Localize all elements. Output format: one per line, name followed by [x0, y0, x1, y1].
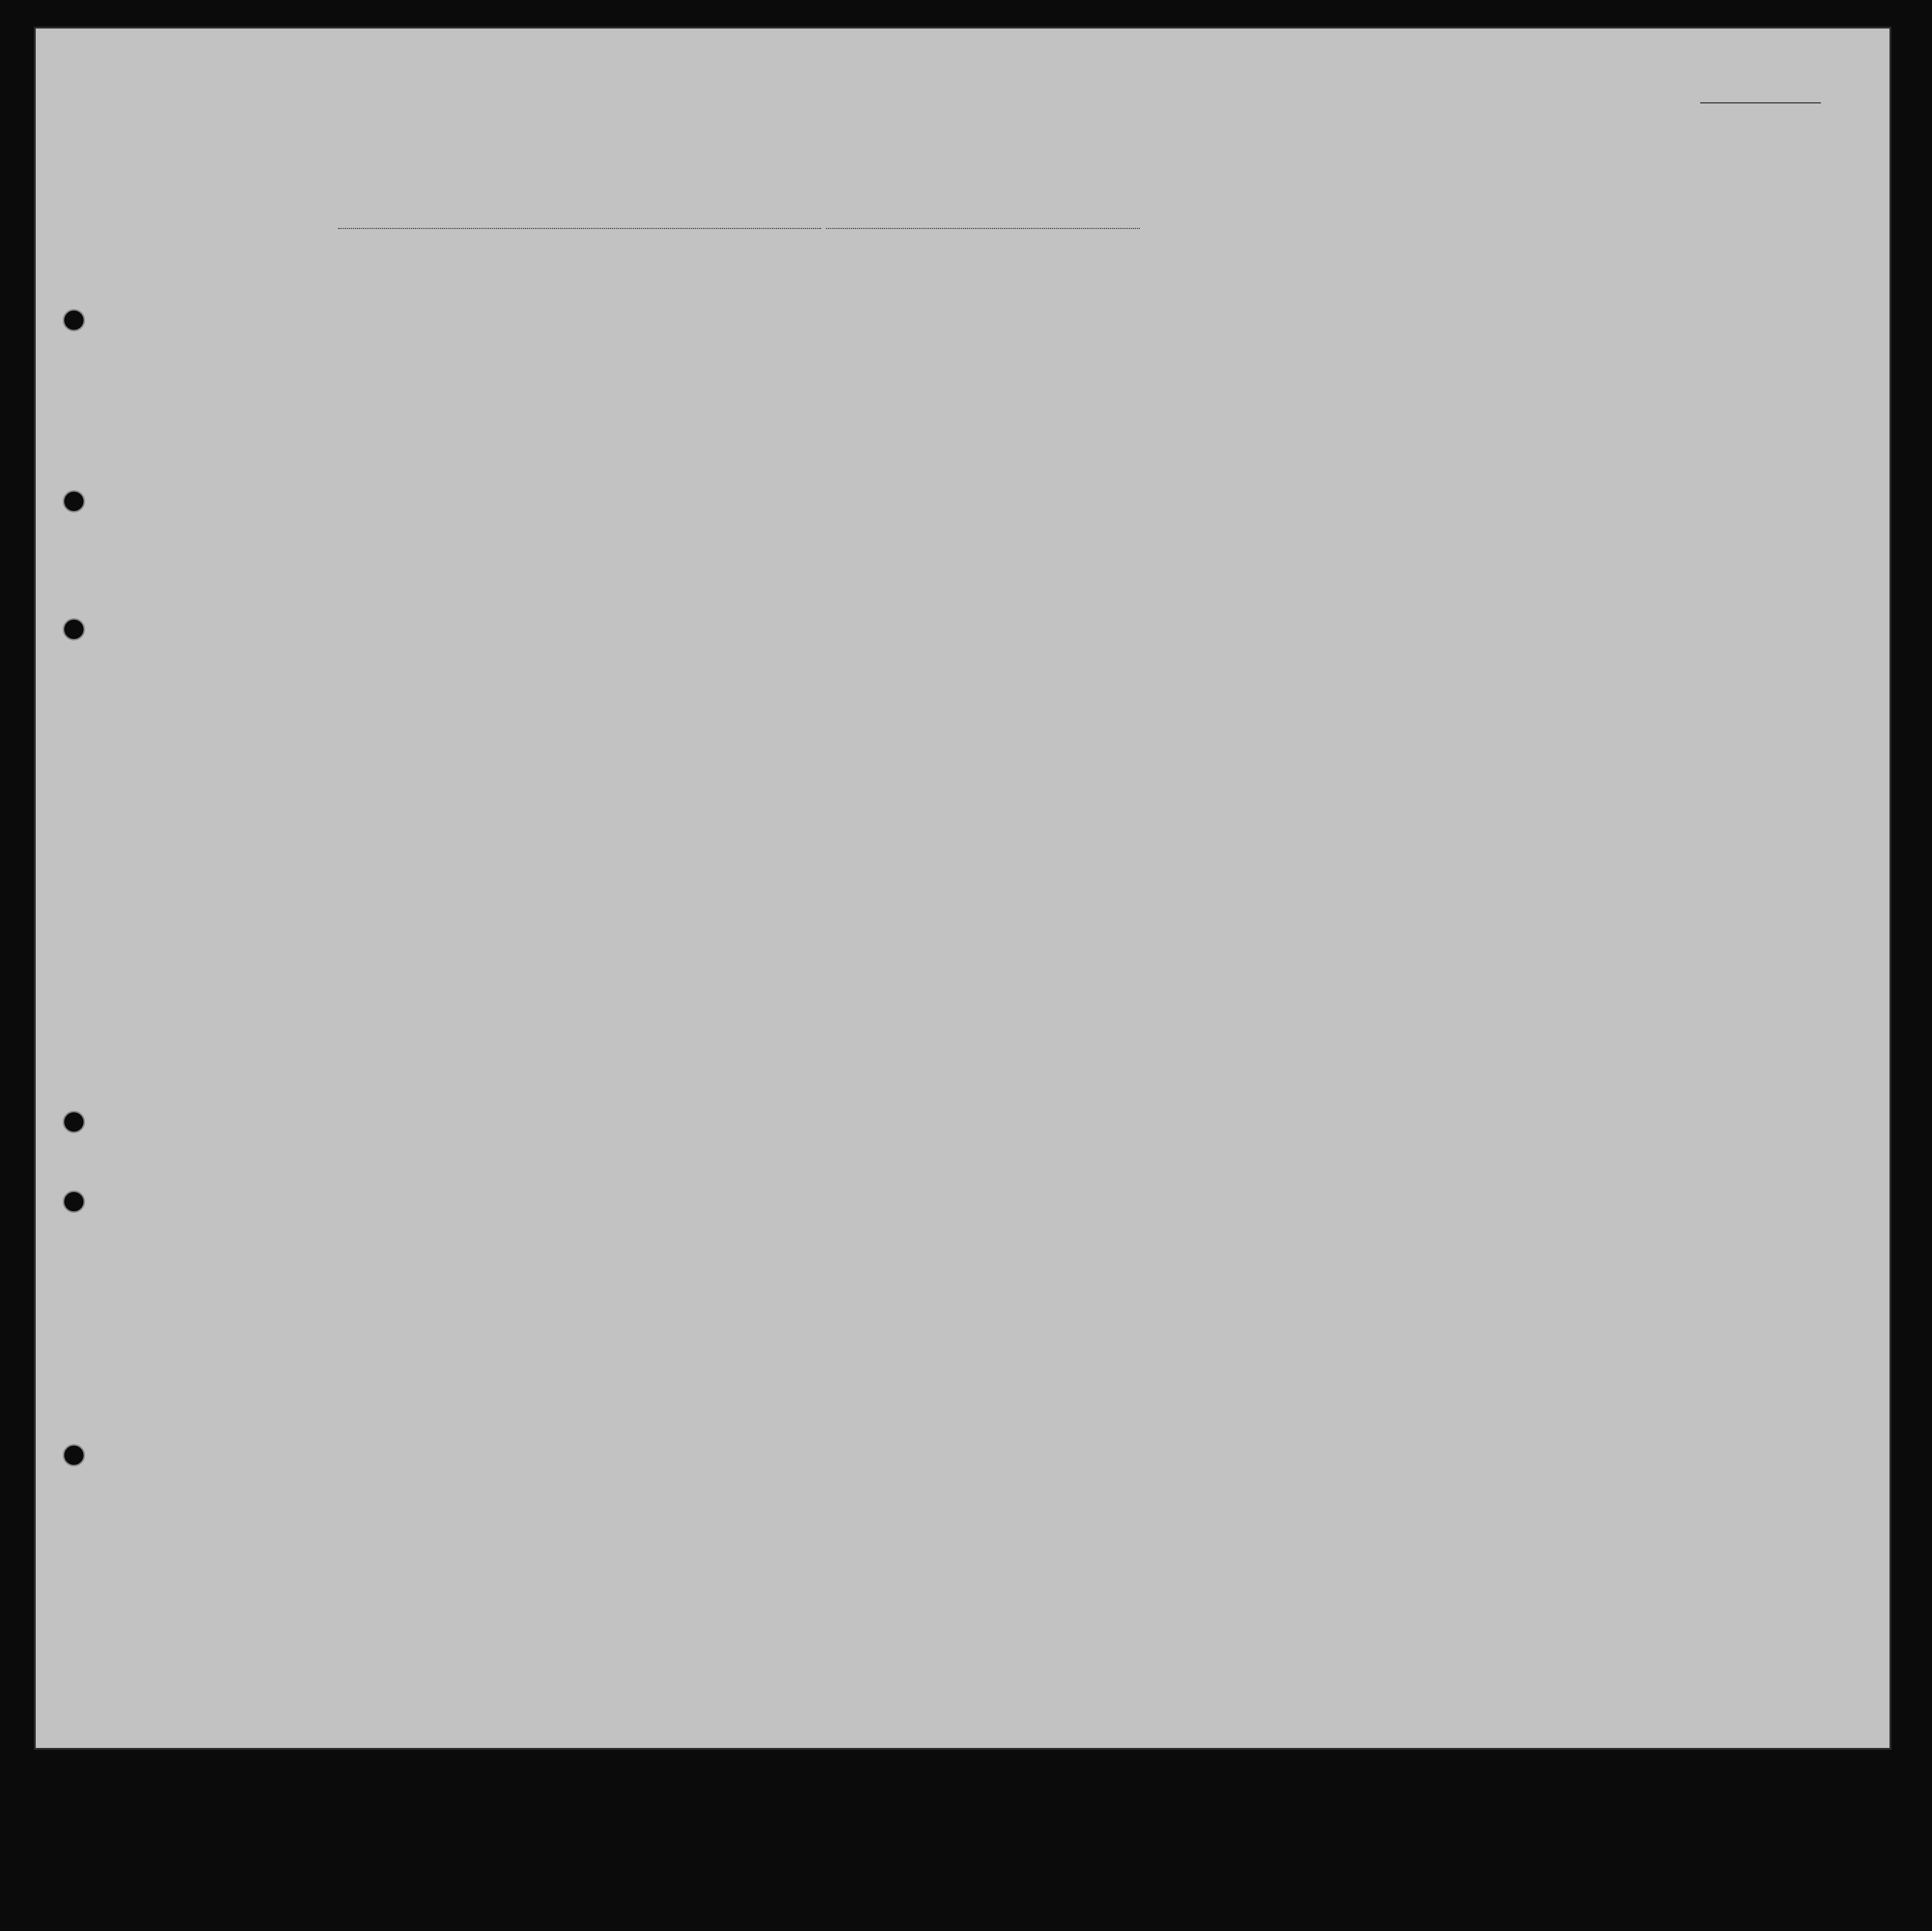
header-anarchist: [1299, 309, 1312, 430]
header-polygamist: [1273, 309, 1286, 430]
